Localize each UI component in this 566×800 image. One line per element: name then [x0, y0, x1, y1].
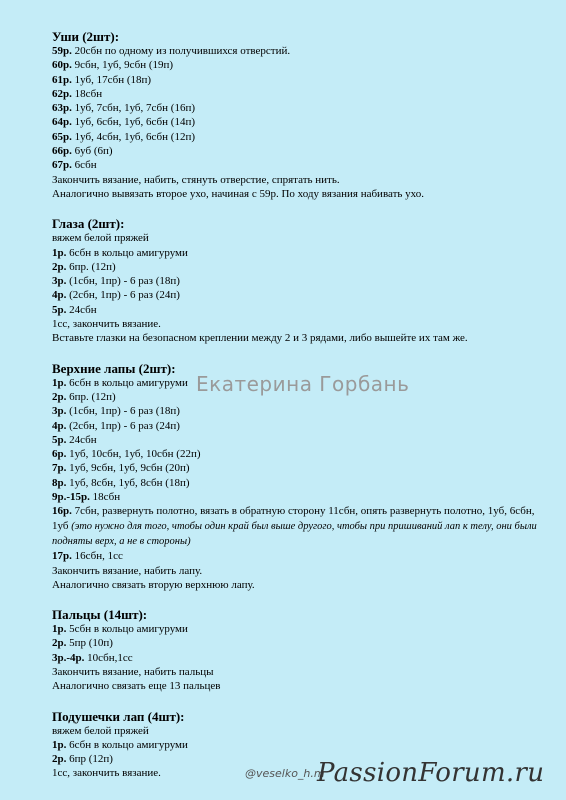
pattern-section	[52, 607, 552, 693]
row-number: 2р.	[52, 260, 67, 273]
row-text: 1уб, 8сбн, 1уб, 8сбн (18п)	[66, 476, 190, 489]
instruction-line	[52, 187, 552, 201]
row-text: 24сбн	[66, 303, 97, 316]
row-text: 1сс, закончить вязание.	[52, 318, 161, 331]
section-title: Глаза (2шт):	[52, 216, 125, 232]
row-text: (2сбн, 1пр) - 6 раз (24п)	[66, 419, 180, 432]
instruction-line	[52, 738, 552, 752]
instruction-line	[52, 303, 552, 317]
row-text: (2сбн, 1пр) - 6 раз (24п)	[66, 289, 180, 302]
instruction-line	[52, 158, 552, 172]
instruction-line	[52, 130, 552, 144]
row-number: 2р.	[52, 637, 67, 650]
instruction-line	[52, 404, 552, 418]
row-text: 1сс, закончить вязание.	[52, 767, 161, 780]
instruction-line	[52, 476, 552, 490]
row-number: 3р.-4р.	[52, 651, 85, 664]
row-number: 61р.	[52, 73, 72, 86]
instruction-line	[52, 461, 552, 475]
row-text: Аналогично связать еще 13 пальцев	[52, 680, 221, 693]
instruction-line	[52, 173, 552, 187]
section-title: Пальцы (14шт):	[52, 607, 148, 623]
instruction-line	[52, 679, 552, 693]
row-number: 7р.	[52, 462, 67, 475]
instruction-line	[52, 564, 552, 578]
instruction-line	[52, 87, 552, 101]
row-number: 64р.	[52, 116, 72, 129]
row-text: 18сбн	[89, 491, 121, 504]
instruction-line	[52, 724, 552, 738]
row-number: 59р.	[52, 45, 72, 57]
instruction-line	[52, 288, 552, 302]
row-number: 67р.	[52, 159, 72, 172]
instruction-line	[52, 44, 552, 58]
row-text: 18сбн	[71, 87, 103, 100]
row-number: 5р.	[52, 303, 67, 316]
row-number: 2р.	[52, 753, 67, 766]
row-text: 20сбн по одному из получившихся отверстий.	[71, 45, 291, 57]
row-number: 1р.	[52, 246, 67, 259]
row-number: 2р.	[52, 390, 67, 403]
row-number: 8р.	[52, 476, 67, 489]
row-text: 5сбн в кольцо амигуруми	[66, 623, 188, 636]
instruction-line	[52, 651, 552, 665]
instruction-line	[52, 419, 552, 433]
row-text: 16сбн, 1сс	[71, 550, 123, 563]
row-number: 4р.	[52, 289, 67, 302]
row-text: 6сбн	[71, 159, 97, 172]
site-logo: PassionForum.ru	[317, 758, 545, 788]
pattern-section	[52, 216, 552, 345]
row-text: 7сбн, развернуть полотно, вязать в обратную сторону 11сбн, опять развернуть полотно, 1уб, 6сбн, 1уб	[52, 505, 535, 532]
row-text: 5пр (10п)	[66, 637, 113, 650]
row-text: 1уб, 17сбн (18п)	[71, 73, 152, 86]
row-text: Вставьте глазки на безопасном креплении между 2 и 3 рядами, либо вышейте их там же.	[52, 332, 468, 345]
document-body	[52, 29, 552, 796]
instruction-line	[52, 144, 552, 158]
instruction-line	[52, 578, 552, 592]
row-number: 6р.	[52, 448, 67, 461]
instruction-line	[52, 433, 552, 447]
instruction-line	[52, 115, 552, 129]
instruction-line	[52, 260, 552, 274]
instruction-line	[52, 504, 552, 549]
row-text: Закончить вязание, набить лапу.	[52, 564, 203, 577]
section-title: Уши (2шт):	[52, 29, 120, 44]
section-title: Верхние лапы (2шт):	[52, 360, 176, 376]
row-number: 1р.	[52, 376, 67, 389]
instruction-line	[52, 622, 552, 636]
row-number: 17р.	[52, 550, 72, 563]
instruction-line	[52, 274, 552, 288]
row-text: 10сбн,1сс	[84, 651, 133, 664]
instruction-line	[52, 58, 552, 72]
instruction-line	[52, 447, 552, 461]
row-note: (это нужно для того, чтобы один край был выше другого, чтобы при пришиваний лап к телу, они были подняты верх, а не в стороны)	[52, 520, 537, 547]
author-watermark: Екатерина Горбань	[196, 372, 410, 396]
row-text: 6пр. (12п)	[66, 390, 116, 403]
row-number: 4р.	[52, 419, 67, 432]
row-number: 9р.-15р.	[52, 491, 90, 504]
row-number: 5р.	[52, 433, 67, 446]
row-text: 1уб, 7сбн, 1уб, 7сбн (16п)	[71, 102, 195, 115]
row-text: 1уб, 6сбн, 1уб, 6сбн (14п)	[71, 116, 195, 129]
footer-handle: @veselko_h.m	[245, 767, 325, 780]
instruction-line	[52, 549, 552, 563]
row-text: Закончить вязание, набить, стянуть отверстие, спрятать нить.	[52, 173, 340, 186]
row-text: 6уб (6п)	[71, 145, 113, 158]
row-text: 1уб, 4сбн, 1уб, 6сбн (12п)	[71, 130, 195, 143]
instruction-line	[52, 101, 552, 115]
row-text: 6пр. (12п)	[66, 260, 116, 273]
pattern-section	[52, 29, 552, 201]
instruction-line	[52, 246, 552, 260]
row-number: 62р.	[52, 87, 72, 100]
row-number: 16р.	[52, 505, 72, 518]
row-text: 9сбн, 1уб, 9сбн (19п)	[71, 59, 174, 72]
row-number: 3р.	[52, 275, 67, 288]
row-text: Аналогично связать вторую верхнюю лапу.	[52, 578, 255, 591]
row-text: вяжем белой пряжей	[52, 724, 149, 737]
row-text: 6пр (12п)	[66, 753, 113, 766]
instruction-line	[52, 73, 552, 87]
section-title: Подушечки лап (4шт):	[52, 708, 185, 724]
row-text: 1уб, 9сбн, 1уб, 9сбн (20п)	[66, 462, 190, 475]
instruction-line	[52, 331, 552, 345]
row-text: 6сбн в кольцо амигуруми	[66, 246, 188, 259]
row-number: 3р.	[52, 405, 67, 418]
instruction-line	[52, 490, 552, 504]
row-number: 60р.	[52, 59, 72, 72]
row-text: вяжем белой пряжей	[52, 232, 149, 245]
row-text: 6сбн в кольцо амигуруми	[66, 738, 188, 751]
instruction-line	[52, 636, 552, 650]
row-text: (1сбн, 1пр) - 6 раз (18п)	[66, 405, 180, 418]
row-text: Закончить вязание, набить пальцы	[52, 665, 214, 678]
row-text: 1уб, 10сбн, 1уб, 10сбн (22п)	[66, 448, 201, 461]
row-number: 1р.	[52, 738, 67, 751]
instruction-line	[52, 665, 552, 679]
row-text: Аналогично вывязать второе ухо, начиная с 59р. По ходу вязания набивать ухо.	[52, 187, 424, 200]
row-text: 6сбн в кольцо амигуруми	[66, 376, 188, 389]
row-number: 65р.	[52, 130, 72, 143]
row-number: 63р.	[52, 102, 72, 115]
instruction-line	[52, 317, 552, 331]
row-text: (1сбн, 1пр) - 6 раз (18п)	[66, 275, 180, 288]
instruction-line	[52, 231, 552, 245]
row-text: 24сбн	[66, 433, 97, 446]
row-number: 66р.	[52, 145, 72, 158]
row-number: 1р.	[52, 623, 67, 636]
